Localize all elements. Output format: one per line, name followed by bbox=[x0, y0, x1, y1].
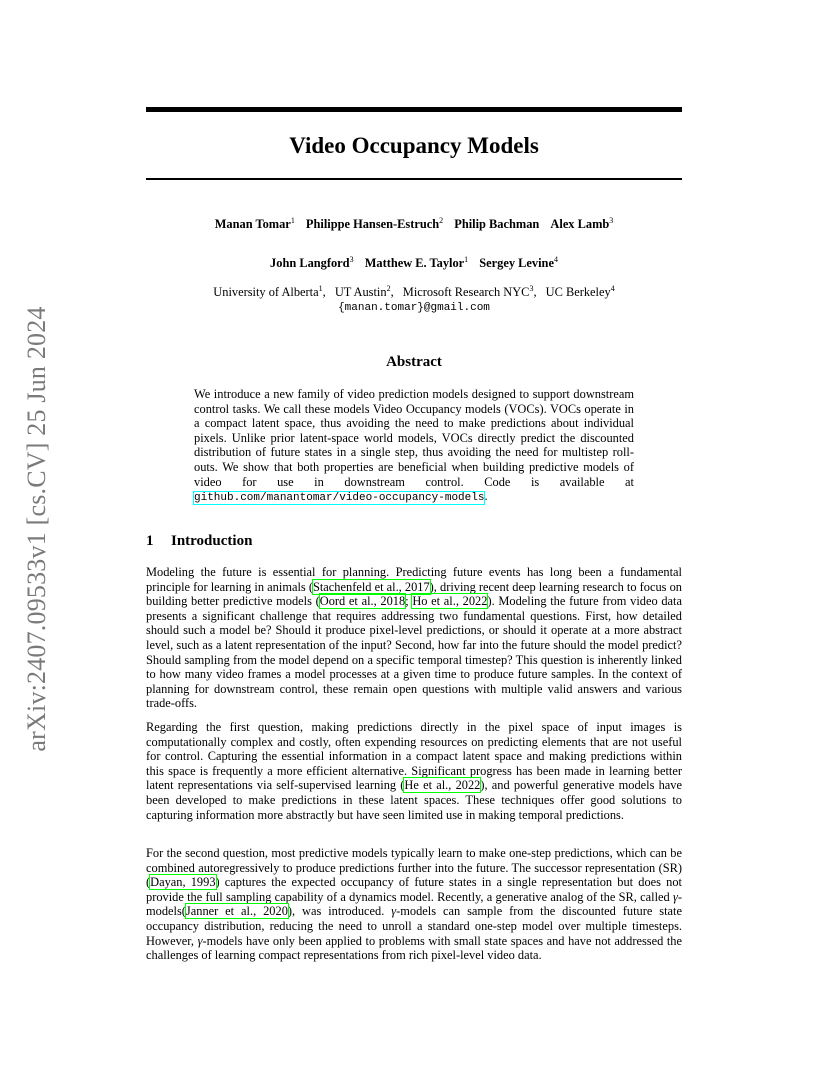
affiliation-list bbox=[146, 284, 682, 300]
intro-paragraph-3: For the second question, most predictive models typically learn to make one-step predictions, which can be combined autoregressively to produce predictions further into the future. The successor representation (SR)(Dayan, 1993) captures the expected occupancy of future states in a single representation but does not provide the full sampling capability of a dynamics model. Recently, a generative analog of the SR, called γ-models(Janner et al., 2020), was introduced. γ-models can sample from the discounted future state occupancy distribution, reducing the need to unroll a standard one-step model over multiple timesteps. However, γ-models have only been applied to problems with small state spaces and have not addressed the challenges of learning compact representations from rich pixel-level video data. bbox=[146, 846, 683, 963]
affiliation: UC Berkeley$^4$ bbox=[545, 284, 615, 299]
author-name: Philip Bachman bbox=[454, 217, 540, 231]
author-name: Manan Tomar$^1$ bbox=[214, 216, 295, 231]
paper-title: Video Occupancy Models bbox=[289, 133, 539, 158]
citation-link[interactable]: Oord et al., 2018 bbox=[319, 594, 406, 609]
author-name: Philippe Hansen-Estruch$^2$ bbox=[305, 216, 444, 231]
section-number: 1 bbox=[146, 533, 154, 549]
affiliation: UT Austin$^2$, bbox=[334, 284, 394, 299]
contact-email: {manan.tomar}@gmail.com bbox=[338, 302, 490, 314]
intro-paragraph-2: Regarding the first question, making predictions directly in the pixel space of input images is computationally complex and costly, often expending resources on predicting elements that are not useful for control. Capturing the essential information in a compact latent space and making predictions within this space is frequently a more efficient alternative. Significant progress has been made in learning better latent representations via self-supervised learning (He et al., 2022), and powerful generative models have been developed to make predictions in these latent spaces. These techniques offer good solutions to capturing information more abstractly but have seen limited use in making temporal predictions. bbox=[146, 720, 683, 822]
citation-link[interactable]: Dayan, 1993 bbox=[150, 875, 216, 890]
author-name: Matthew E. Taylor$^1$ bbox=[364, 255, 469, 270]
citation-link[interactable]: Ho et al., 2022 bbox=[412, 594, 488, 609]
arxiv-identifier-stamp bbox=[17, 296, 57, 762]
arxiv-identifier-text: arXiv:2407.09533v1 [cs.CV] 25 Jun 2024 bbox=[22, 306, 51, 752]
affiliation: Microsoft Research NYC$^3$, bbox=[402, 284, 537, 299]
gamma-symbol: γ bbox=[672, 889, 678, 904]
citation-link[interactable]: Stachenfeld et al., 2017 bbox=[312, 579, 430, 594]
abstract-text: We introduce a new family of video prediction models designed to support downstream control tasks. We call these models Video Occupancy models (VOCs). VOCs operate in a compact latent space, thus avoiding the need to make predictions about individual pixels. Unlike prior latent-space world models, VOCs directly predict the discounted distribution of future states in a single step, thus avoiding the need for multistep roll-outs. We show that both properties are beneficial when building predictive models of video for use in downstream control. Code is available at github.com/manantomar/video-occupancy-models. bbox=[194, 387, 634, 505]
author-list-line-1 bbox=[146, 216, 682, 232]
intro-paragraph-1: Modeling the future is essential for planning. Predicting future events has long been a fundamental principle for learning in animals (Stachenfeld et al., 2017), driving recent deep learning research to focus on building better predictive models (Oord et al., 2018; Ho et al., 2022). Modeling the future from video data presents a significant challenge that requires addressing two fundamental questions. First, how detailed should such a model be? Should it produce pixel-level predictions, or should it operate at a more abstract level, such as a latent representation of the input? Second, how far into the future should the model predict? Should sampling from the model depend on a specific temporal timestep? This question is inherently linked to how many video frames a model processes at a given time to produce future samples. In the context of planning for downstream control, these remain open questions with multiple valid answers and various trade-offs. bbox=[146, 565, 683, 711]
code-repository-link[interactable]: github.com/manantomar/video-occupancy-models bbox=[194, 492, 485, 505]
citation-link[interactable]: Janner et al., 2020 bbox=[185, 904, 288, 919]
section-title: Introduction bbox=[171, 533, 253, 549]
title-top-rule bbox=[146, 107, 682, 112]
section-heading-introduction bbox=[146, 531, 682, 551]
gamma-symbol: γ bbox=[391, 904, 397, 919]
author-list-line-2 bbox=[146, 255, 682, 271]
citation-link[interactable]: He et al., 2022 bbox=[404, 778, 481, 793]
author-name: John Langford$^3$ bbox=[270, 255, 354, 270]
author-name: Sergey Levine$^4$ bbox=[479, 255, 558, 270]
author-name: Alex Lamb$^3$ bbox=[550, 216, 614, 231]
title-bottom-rule bbox=[146, 178, 682, 180]
gamma-symbol: γ bbox=[197, 933, 203, 948]
affiliation: University of Alberta$^1$, bbox=[213, 284, 326, 299]
abstract-heading: Abstract bbox=[386, 354, 442, 370]
